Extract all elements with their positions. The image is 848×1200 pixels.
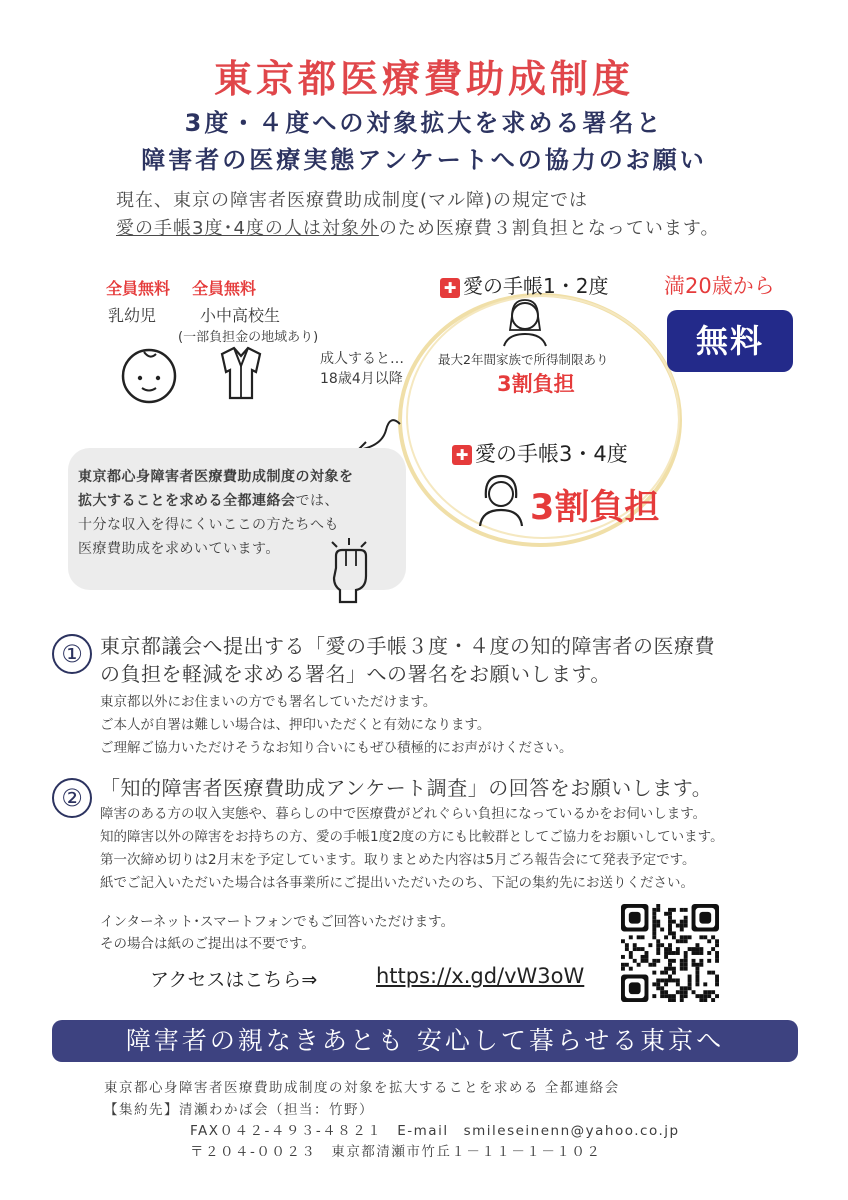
item2-note2: 知的障害以外の障害をお持ちの方、愛の手帳1度2度の方にも比較群としてご協力をお願いしています。 <box>100 829 724 845</box>
card34-heading <box>452 438 628 468</box>
gray-line1: 東京都心身障害者医療費助成制度の対象を <box>78 469 354 485</box>
burden-label-1: 3割負担 <box>497 372 575 396</box>
item2-note1: 障害のある方の収入実態や、暮らしの中で医療費がどれぐらい負担になっているかをお伺いします。 <box>100 806 707 822</box>
from20-label: 満20歳から <box>664 274 775 298</box>
net-note1: インターネット･スマートフォンでもご回答いただけます。 <box>100 914 455 930</box>
students-label: 小中高校生 <box>200 306 281 325</box>
woman-icon <box>476 472 526 528</box>
adult-label1: 成人すると… <box>320 351 404 367</box>
slogan-banner: 障害者の親なきあとも 安心して暮らせる東京へ <box>52 1020 798 1062</box>
net-note2: その場合は紙のご提出は不要です。 <box>100 936 315 952</box>
students-note: (一部負担金の地域あり) <box>178 330 319 345</box>
intro-line2 <box>116 214 719 240</box>
burden-label-2: 3割負担 <box>530 488 660 528</box>
income-note: 最大2年間家族で所得制限あり <box>438 352 609 367</box>
footer-org: 東京都心身障害者医療費助成制度の対象を拡大することを求める 全都連絡会 <box>104 1080 620 1096</box>
intro-rest: のため医療費３割負担となっています。 <box>378 218 720 239</box>
adult-label2: 18歳4月以降 <box>320 371 403 387</box>
item1-note3: ご理解ご協力いただけそうなお知り合いにもぜひ積極的にお声がけください。 <box>100 740 573 756</box>
item1-number: ① <box>52 634 92 674</box>
fist-icon <box>318 536 380 606</box>
item1-note1: 東京都以外にお住まいの方でも署名していただけます。 <box>100 694 437 710</box>
subtitle-line1: 3度・４度への対象拡大を求める署名と <box>184 109 664 137</box>
item1-note2: ご本人が自署は難しい場合は、押印いただくと有効になります。 <box>100 717 491 733</box>
school-uniform-icon <box>212 344 270 404</box>
item2-number: ② <box>52 778 92 818</box>
intro-line1: 現在、東京の障害者医療費助成制度(マル障)の規定では <box>116 190 589 211</box>
item1-heading-line2: の負担を軽減を求める署名」への署名をお願いします。 <box>100 662 611 686</box>
card34-label: 愛の手帳3・4度 <box>475 442 628 466</box>
free-badge: 無料 <box>667 310 793 372</box>
footer-fax-email: FAX０４２-４９３-４８２１ E-mail smileseinenn@yahoo.co.jp <box>190 1123 680 1139</box>
free-label-students: 全員無料 <box>192 279 257 298</box>
baby-icon <box>118 346 180 406</box>
item2-note4: 紙でご記入いただいた場合は各事業所にご提出いただいたのち、下記の集約先にお送りください。 <box>100 875 694 891</box>
page-title: 東京都医療費助成制度 <box>213 57 634 101</box>
item1-heading-line1: 東京都議会へ提出する「愛の手帳３度・４度の知的障害者の医療費 <box>100 634 715 658</box>
access-label: アクセスはこちら⇒ <box>150 969 318 991</box>
badge-icon: ✚ <box>452 445 472 465</box>
item2-heading: 「知的障害者医療費助成アンケート調査」の回答をお願いします。 <box>100 776 713 800</box>
gray-line2-rest: では、 <box>295 493 339 509</box>
free-label-infant: 全員無料 <box>106 279 171 298</box>
card12-heading <box>440 270 608 299</box>
badge-icon: ✚ <box>440 278 460 298</box>
footer-address: 〒２０４-００２３ 東京都清瀬市竹丘１－１１－１－１０２ <box>190 1144 602 1160</box>
qr-code-icon[interactable] <box>621 904 719 1002</box>
survey-link[interactable]: https://x.gd/vW3oW <box>376 964 585 988</box>
card12-label: 愛の手帳1・2度 <box>463 274 609 298</box>
gray-org-name: 拡大することを求める全都連絡会 <box>78 493 296 509</box>
gray-line3: 十分な収入を得にくいここの方たちへも <box>78 517 339 533</box>
subtitle-line2: 障害者の医療実態アンケートへの協力のお願い <box>141 146 707 174</box>
item2-note3: 第一次締め切りは2月末を予定しています。取りまとめた内容は5月ごろ報告会にて発表予定です。 <box>100 852 696 868</box>
gray-line2 <box>78 490 339 510</box>
intro-underlined: 愛の手帳3度･4度の人は対象外 <box>116 218 379 239</box>
infant-label: 乳幼児 <box>108 306 157 325</box>
woman-icon <box>500 296 550 348</box>
gray-line4: 医療費助成を求めいています。 <box>78 541 280 557</box>
footer-contact: 【集約先】清瀬わかば会（担当：竹野） <box>104 1102 374 1118</box>
